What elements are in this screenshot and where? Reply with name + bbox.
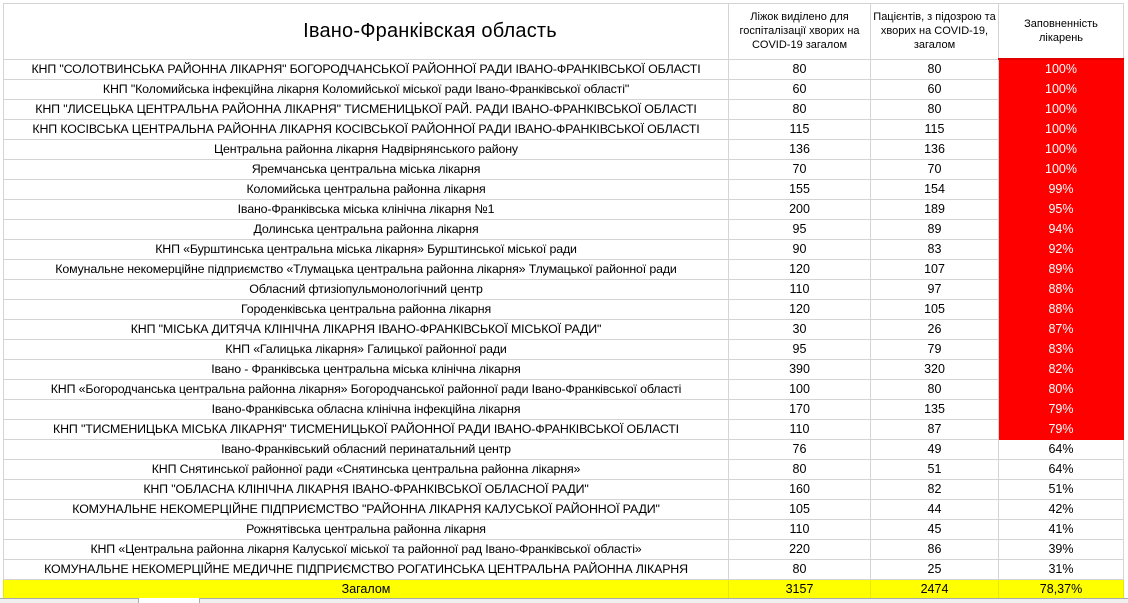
hospital-name-cell[interactable]: КНП Снятинської районної ради «Снятинська центральна районна лікарня» [4, 460, 729, 480]
fill-rate-cell[interactable]: 64% [999, 440, 1124, 460]
table-row [4, 220, 1124, 240]
hospital-name-cell[interactable]: КНП «Центральна районна лікарня Калуської міської та районної рад Івано-Франківської області» [4, 540, 729, 560]
patients-cell[interactable]: 86 [871, 540, 999, 560]
table-row [4, 140, 1124, 160]
fill-rate-cell[interactable]: 100% [999, 100, 1124, 120]
hospital-name-cell[interactable]: КНП "СОЛОТВИНСЬКА РАЙОННА ЛІКАРНЯ" БОГОРОДЧАНСЬКОЇ РАЙОННОЇ РАДИ ІВАНО-ФРАНКІВСЬКОЇ ОБЛАСТІ [4, 59, 729, 80]
table-body [4, 59, 1124, 600]
beds-cell[interactable]: 76 [729, 440, 871, 460]
beds-cell[interactable]: 90 [729, 240, 871, 260]
patients-cell[interactable]: 97 [871, 280, 999, 300]
table-row [4, 320, 1124, 340]
fill-rate-cell[interactable]: 41% [999, 520, 1124, 540]
hospital-occupancy-table [3, 3, 1124, 600]
table-row [4, 160, 1124, 180]
patients-cell[interactable]: 80 [871, 59, 999, 80]
beds-cell[interactable]: 95 [729, 340, 871, 360]
beds-cell[interactable]: 80 [729, 100, 871, 120]
hospital-name-cell[interactable]: Обласний фтизіопульмонологічний центр [4, 280, 729, 300]
fill-rate-cell[interactable]: 82% [999, 360, 1124, 380]
beds-cell[interactable]: 390 [729, 360, 871, 380]
fill-rate-cell[interactable]: 100% [999, 120, 1124, 140]
hospital-name-cell[interactable]: Комунальне некомерційне підприємство «Тлумацька центральна районна лікарня» Тлумацької районної ради [4, 260, 729, 280]
table-row [4, 240, 1124, 260]
fill-rate-cell[interactable]: 88% [999, 280, 1124, 300]
fill-rate-cell[interactable]: 51% [999, 480, 1124, 500]
patients-cell[interactable]: 107 [871, 260, 999, 280]
total-row [4, 580, 1124, 600]
hospital-name-cell[interactable]: КНП «Богородчанська центральна районна лікарня» Богородчанської районної ради Івано-Франківської області [4, 380, 729, 400]
patients-cell[interactable]: 82 [871, 480, 999, 500]
patients-cell[interactable]: 320 [871, 360, 999, 380]
patients-cell[interactable]: 26 [871, 320, 999, 340]
beds-cell[interactable]: 115 [729, 120, 871, 140]
patients-cell[interactable]: 154 [871, 180, 999, 200]
hospital-name-cell[interactable]: КНП "ТИСМЕНИЦЬКА МІСЬКА ЛІКАРНЯ" ТИСМЕНИЦЬКОЇ РАЙОННОЇ РАДИ ІВАНО-ФРАНКІВСЬКОЇ ОБЛАСТІ [4, 420, 729, 440]
patients-cell[interactable]: 49 [871, 440, 999, 460]
total-label-cell[interactable]: Загалом [4, 580, 729, 600]
table-row [4, 560, 1124, 580]
beds-cell[interactable]: 120 [729, 300, 871, 320]
fill-rate-cell[interactable]: 87% [999, 320, 1124, 340]
hospital-name-cell[interactable]: КНП «Бурштинська центральна міська лікарня» Бурштинської міської ради [4, 240, 729, 260]
fill-rate-cell[interactable]: 83% [999, 340, 1124, 360]
fill-rate-cell[interactable]: 94% [999, 220, 1124, 240]
beds-cell[interactable]: 105 [729, 500, 871, 520]
hospital-name-cell[interactable]: Центральна районна лікарня Надвірнянського району [4, 140, 729, 160]
patients-cell[interactable]: 80 [871, 100, 999, 120]
hospital-name-cell[interactable]: КНП "ЛИСЕЦЬКА ЦЕНТРАЛЬНА РАЙОННА ЛІКАРНЯ" ТИСМЕНИЦЬКОЇ РАЙ. РАДИ ІВАНО-ФРАНКІВСЬКОЇ ОБЛАСТІ [4, 100, 729, 120]
beds-cell[interactable]: 80 [729, 460, 871, 480]
header-row [4, 4, 1124, 60]
fill-rate-cell[interactable]: 31% [999, 560, 1124, 580]
patients-cell[interactable]: 189 [871, 200, 999, 220]
beds-cell[interactable]: 110 [729, 420, 871, 440]
fill-rate-cell[interactable]: 64% [999, 460, 1124, 480]
fill-rate-cell[interactable]: 79% [999, 420, 1124, 440]
sheet-tab-active[interactable] [138, 598, 200, 603]
table-row [4, 200, 1124, 220]
fill-rate-cell[interactable]: 39% [999, 540, 1124, 560]
beds-cell[interactable]: 136 [729, 140, 871, 160]
patients-cell[interactable]: 45 [871, 520, 999, 540]
fill-rate-cell[interactable]: 99% [999, 180, 1124, 200]
patients-cell[interactable]: 135 [871, 400, 999, 420]
beds-cell[interactable]: 80 [729, 560, 871, 580]
beds-cell[interactable]: 120 [729, 260, 871, 280]
hospital-name-cell[interactable]: Яремчанська центральна міська лікарня [4, 160, 729, 180]
beds-cell[interactable]: 100 [729, 380, 871, 400]
fill-rate-cell[interactable]: 92% [999, 240, 1124, 260]
table-row [4, 300, 1124, 320]
patients-cell[interactable]: 79 [871, 340, 999, 360]
fill-rate-cell[interactable]: 79% [999, 400, 1124, 420]
hospital-name-cell[interactable]: Івано-Франківська міська клінічна лікарня №1 [4, 200, 729, 220]
beds-cell[interactable]: 30 [729, 320, 871, 340]
table-row [4, 100, 1124, 120]
beds-cell[interactable]: 155 [729, 180, 871, 200]
hospital-name-cell[interactable]: КОМУНАЛЬНЕ НЕКОМЕРЦІЙНЕ ПІДПРИЄМСТВО "РАЙОННА ЛІКАРНЯ КАЛУСЬКОЇ РАЙОННОЇ РАДИ" [4, 500, 729, 520]
patients-cell[interactable]: 60 [871, 80, 999, 100]
fill-rate-cell[interactable]: 80% [999, 380, 1124, 400]
fill-rate-cell[interactable]: 42% [999, 500, 1124, 520]
hospital-name-cell[interactable]: Івано-Франківська обласна клінічна інфекційна лікарня [4, 400, 729, 420]
fill-rate-cell[interactable]: 100% [999, 140, 1124, 160]
table-row [4, 540, 1124, 560]
beds-cell[interactable]: 80 [729, 59, 871, 80]
patients-cell[interactable]: 44 [871, 500, 999, 520]
fill-rate-cell[interactable]: 100% [999, 160, 1124, 180]
hospital-name-cell[interactable]: КНП "Коломийська інфекційна лікарня Коломийської міської ради Івано-Франківської області" [4, 80, 729, 100]
patients-cell[interactable]: 136 [871, 140, 999, 160]
fill-rate-cell[interactable]: 100% [999, 59, 1124, 80]
table-row [4, 400, 1124, 420]
total-patients-cell[interactable]: 2474 [871, 580, 999, 600]
patients-cell[interactable]: 51 [871, 460, 999, 480]
table-row [4, 340, 1124, 360]
table-row [4, 280, 1124, 300]
table-row [4, 480, 1124, 500]
sheet-title[interactable]: Івано-Франківская область [4, 4, 729, 60]
table-row [4, 440, 1124, 460]
hospital-name-cell[interactable]: Івано-Франківський обласний перинатальний центр [4, 440, 729, 460]
patients-cell[interactable]: 83 [871, 240, 999, 260]
table-row [4, 380, 1124, 400]
beds-cell[interactable]: 95 [729, 220, 871, 240]
patients-cell[interactable]: 25 [871, 560, 999, 580]
beds-cell[interactable]: 70 [729, 160, 871, 180]
total-beds-cell[interactable]: 3157 [729, 580, 871, 600]
beds-cell[interactable]: 170 [729, 400, 871, 420]
table-row [4, 500, 1124, 520]
hospital-name-cell[interactable]: Долинська центральна районна лікарня [4, 220, 729, 240]
table-row [4, 120, 1124, 140]
table-row [4, 59, 1124, 80]
hospital-name-cell[interactable]: Коломийська центральна районна лікарня [4, 180, 729, 200]
beds-cell[interactable]: 200 [729, 200, 871, 220]
table-row [4, 420, 1124, 440]
hospital-name-cell[interactable]: КНП "ОБЛАСНА КЛІНІЧНА ЛІКАРНЯ ІВАНО-ФРАНКІВСЬКОЇ ОБЛАСНОЇ РАДИ" [4, 480, 729, 500]
hospital-name-cell[interactable]: КНП «Галицька лікарня» Галицької районної ради [4, 340, 729, 360]
patients-cell[interactable]: 115 [871, 120, 999, 140]
table-row [4, 80, 1124, 100]
patients-cell[interactable]: 87 [871, 420, 999, 440]
hospital-name-cell[interactable]: Городенківська центральна районна лікарня [4, 300, 729, 320]
table-row [4, 260, 1124, 280]
beds-cell[interactable]: 110 [729, 520, 871, 540]
fill-rate-cell[interactable]: 89% [999, 260, 1124, 280]
hospital-name-cell[interactable]: Рожнятівська центральна районна лікарня [4, 520, 729, 540]
sheet-tab-bar [0, 598, 1128, 603]
spreadsheet [3, 3, 1123, 600]
beds-cell[interactable]: 160 [729, 480, 871, 500]
fill-rate-cell[interactable]: 95% [999, 200, 1124, 220]
hospital-name-cell[interactable]: КНП "МІСЬКА ДИТЯЧА КЛІНІЧНА ЛІКАРНЯ ІВАНО-ФРАНКІВСЬКОЇ МІСЬКОЇ РАДИ" [4, 320, 729, 340]
table-row [4, 520, 1124, 540]
patients-cell[interactable]: 80 [871, 380, 999, 400]
beds-cell[interactable]: 220 [729, 540, 871, 560]
patients-cell[interactable]: 70 [871, 160, 999, 180]
hospital-name-cell[interactable]: КНП КОСІВСЬКА ЦЕНТРАЛЬНА РАЙОННА ЛІКАРНЯ КОСІВСЬКОЇ РАЙОННОЇ РАДИ ІВАНО-ФРАНКІВСЬКОЇ ОБЛАСТІ [4, 120, 729, 140]
table-row [4, 180, 1124, 200]
patients-cell[interactable]: 105 [871, 300, 999, 320]
table-row [4, 360, 1124, 380]
column-header-fill[interactable]: Заповненність лікарень [999, 4, 1124, 60]
hospital-name-cell[interactable]: Івано - Франківська центральна міська клінічна лікарня [4, 360, 729, 380]
beds-cell[interactable]: 60 [729, 80, 871, 100]
fill-rate-cell[interactable]: 100% [999, 80, 1124, 100]
patients-cell[interactable]: 89 [871, 220, 999, 240]
total-fill-cell[interactable]: 78,37% [999, 580, 1124, 600]
column-header-beds[interactable]: Ліжок виділено для госпіталізації хворих на COVID-19 загалом [729, 4, 871, 60]
fill-rate-cell[interactable]: 88% [999, 300, 1124, 320]
hospital-name-cell[interactable]: КОМУНАЛЬНЕ НЕКОМЕРЦІЙНЕ МЕДИЧНЕ ПІДПРИЄМСТВО РОГАТИНСЬКА ЦЕНТРАЛЬНА РАЙОННА ЛІКАРНЯ [4, 560, 729, 580]
table-row [4, 460, 1124, 480]
column-header-patients[interactable]: Пацієнтів, з підозрою та хворих на COVID-19, загалом [871, 4, 999, 60]
beds-cell[interactable]: 110 [729, 280, 871, 300]
